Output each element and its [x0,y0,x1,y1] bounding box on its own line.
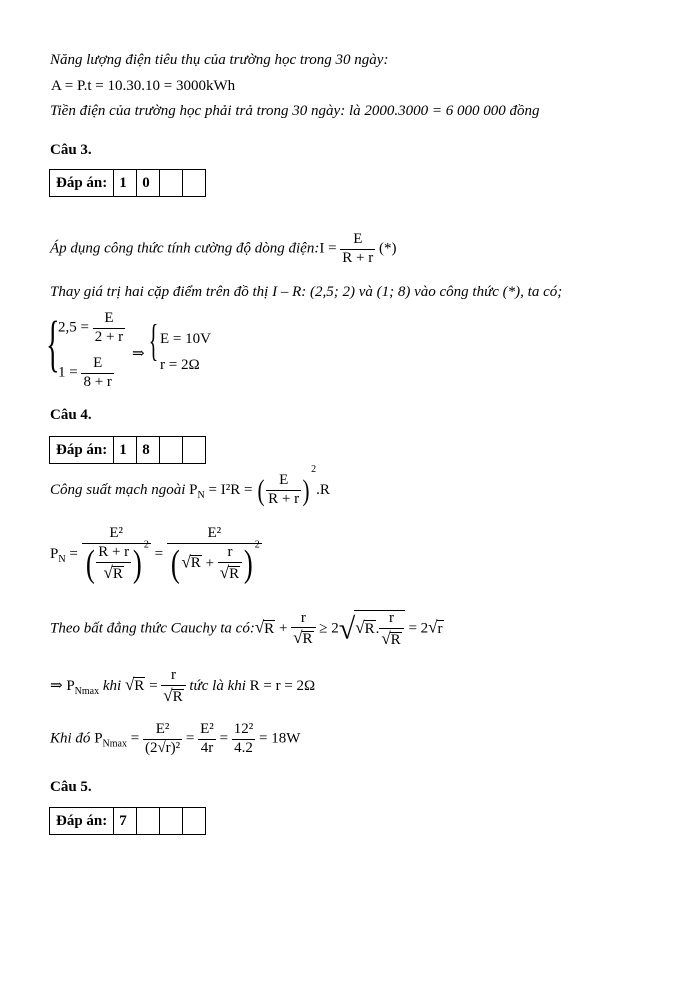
equation-1: 2,5 = $\frac{E}{2 + r}$ [58,310,124,345]
energy-consumption-text: Năng lượng điện tiêu thụ của trường học trong 30 ngày: [50,52,389,68]
question-4-title: Câu 4. [50,407,92,423]
result-r: r = 2Ω [160,357,200,373]
question-3-answer-table [49,169,206,197]
result-E: E = 10V [160,331,211,347]
answer-cell: 8 [137,437,160,464]
answer-cell: 0 [137,170,160,197]
cauchy-line: Theo bất đẳng thức Cauchy ta có:√R + $\frac{r}{√R}$ ≥ 2√√R. $\frac{r}{√R}$ = 2√r [50,609,443,648]
question-4-answer-table [49,436,206,464]
external-power-line: Công suất mạch ngoài $P_N = I^2R$ = ( $\frac{E}{R + r}$ )$^2$.R [50,464,330,508]
question-5-answer-table [49,807,206,835]
electricity-cost-text: Tiền điện của trường học phải trả trong 30 ngày: là 2000.3000 = 6 000 000 đồng [50,103,540,119]
external-power-text: Công suất mạch ngoài [50,482,186,498]
answer-cell [160,808,183,835]
answer-label: Đáp án: [50,170,114,197]
answer-cell: 7 [114,808,137,835]
answer-cell [183,170,206,197]
result-brace: { [148,316,159,365]
current-formula-line [50,232,397,267]
max-power-line: Khi đó $P_{Nmax}$ = $\frac{\text{E²}}{\text{(2√r)²}}$ = $\frac{\text{E²}}{4r}$ = $\frac{\text{12²}}{4.2}$ = 18W [50,721,301,756]
substitute-text: Thay giá trị hai cặp điểm trên đồ thị I – R: (2,5; 2) và (1; 8) vào công thức (*), ta có; [50,284,563,300]
answer-cell: 1 [114,437,137,464]
formula-fraction: $\frac{E}{R + r}$ [342,231,374,266]
answer-cell: 1 [114,170,137,197]
answer-cell [183,808,206,835]
formula-lhs: I = [319,240,337,257]
answer-cell [137,808,160,835]
answer-cell [160,170,183,197]
cauchy-text: Theo bất đẳng thức Cauchy ta có: [50,620,255,637]
question-5-title: Câu 5. [50,779,92,795]
implies-arrow: ⇒ [132,346,145,362]
question-3-title: Câu 3. [50,142,92,158]
formula-tag: (*) [379,240,397,257]
equation-2: 1 = $\frac{E}{8 + r}$ [58,355,112,390]
apply-formula-text: Áp dụng công thức tính cường độ dòng điện: [50,240,320,257]
energy-formula: A = P.t = 10.30.10 = 3000kWh [51,78,236,94]
answer-cell [160,437,183,464]
max-condition-line: ⇒ $P_{Nmax}$ khi √R = $\frac{r}{√R}$ tức là khi R = r = 2Ω [50,667,316,705]
pn-formula: $P_N$ = E² ( $\frac{R + r}{√R}$ ) $^2$ = E² ( √R + $\frac{r}{√R}$ ) $^2$ [50,525,260,585]
answer-cell [183,437,206,464]
answer-label: Đáp án: [50,808,114,835]
answer-label: Đáp án: [50,437,114,464]
left-brace: { [46,310,60,378]
